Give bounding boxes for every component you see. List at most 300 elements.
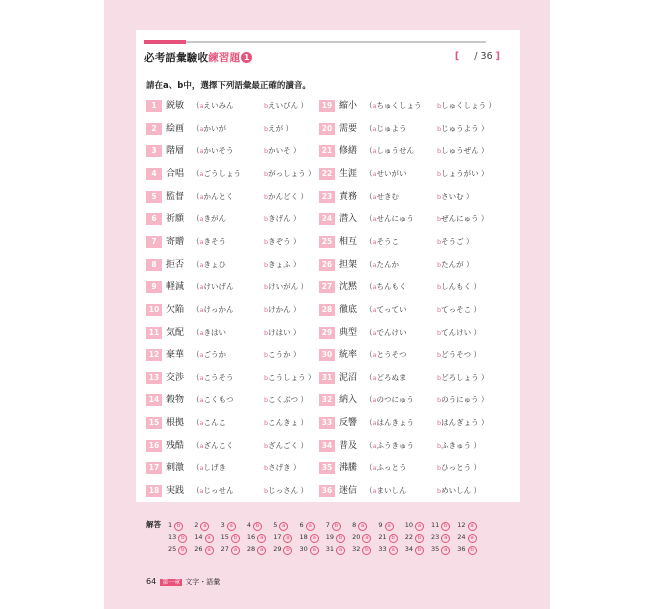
page-title xyxy=(144,50,252,65)
option-b-reading: ぜんにゅう xyxy=(441,214,479,224)
option-a-label: a xyxy=(372,102,377,110)
option-a-reading: きがん xyxy=(203,214,226,224)
option-a: （aごうか xyxy=(192,350,226,360)
option-a: （aきょひ xyxy=(192,259,226,269)
option-a: （aでんけい xyxy=(365,327,407,337)
answer-item xyxy=(194,521,209,531)
option-b: bきょふ ） xyxy=(264,259,301,269)
option-b: bめいしん ） xyxy=(437,486,482,496)
answer-number: 7 xyxy=(325,521,330,529)
question-number: 3 xyxy=(146,145,162,157)
option-b-label: b xyxy=(437,124,442,133)
answer-number: 19 xyxy=(325,533,335,541)
answer-number: 22 xyxy=(404,533,413,541)
option-a-label: a xyxy=(199,419,204,428)
option-a: （aせんにゅう xyxy=(365,214,414,224)
answer-choice: b xyxy=(231,534,240,543)
option-b-reading: しんもく xyxy=(441,282,472,292)
option-b-label: b xyxy=(264,124,269,133)
answer-choice: b xyxy=(336,534,345,543)
reading-options xyxy=(192,303,301,317)
reading-options xyxy=(192,393,308,407)
option-b: bたんが ） xyxy=(437,259,474,269)
option-b: bしんもく ） xyxy=(437,282,482,292)
option-a-label: a xyxy=(372,328,377,337)
answer-choice: a xyxy=(336,546,345,555)
option-b-label: b xyxy=(437,147,442,156)
answer-item xyxy=(168,533,187,543)
reading-options xyxy=(365,122,489,136)
answer-number: 11 xyxy=(431,521,440,529)
answer-item xyxy=(457,545,476,555)
option-a: （aこうそう xyxy=(192,372,234,382)
question-word: 迷信 xyxy=(339,486,358,497)
option-b-reading: こうか xyxy=(268,350,291,360)
page-number: 64 xyxy=(146,577,157,586)
option-b-reading: ひっとう xyxy=(441,463,472,473)
answer-choice: a xyxy=(257,546,266,555)
option-a-label: a xyxy=(199,328,204,337)
score-total: 36 xyxy=(480,51,493,62)
option-a: （aかいそう xyxy=(192,146,234,156)
instruction: 請在a、b中，選擇下列語彙最正確的讀音。 xyxy=(146,81,311,91)
option-a-label: a xyxy=(199,464,204,473)
question-word: 刺激 xyxy=(166,463,185,474)
option-a-label: a xyxy=(199,147,204,156)
option-b-label: b xyxy=(437,283,442,292)
question-number: 9 xyxy=(146,281,162,293)
reading-options xyxy=(365,393,488,407)
answer-choice: a xyxy=(227,522,236,531)
answer-item xyxy=(194,533,213,543)
question-word: 寄贈 xyxy=(166,236,185,247)
question-number: 34 xyxy=(319,440,335,452)
option-b-reading: どうそつ xyxy=(441,350,472,360)
option-b: bけはい ） xyxy=(264,327,301,337)
option-b-label: b xyxy=(437,419,442,428)
answer-choice: a xyxy=(310,546,319,555)
question-number: 6 xyxy=(146,213,162,225)
answer-choice: a xyxy=(231,546,240,555)
question-number: 23 xyxy=(319,191,335,203)
option-a-label: a xyxy=(372,441,377,450)
question-number: 2 xyxy=(146,123,162,135)
answer-number: 36 xyxy=(457,545,466,553)
question-number: 30 xyxy=(319,349,335,361)
answer-choice: b xyxy=(415,546,424,555)
option-a-reading: ざんこく xyxy=(203,440,234,450)
answer-number: 16 xyxy=(246,533,256,541)
answer-choice: b xyxy=(253,522,262,531)
answer-number: 27 xyxy=(220,545,229,553)
score-slash: / xyxy=(474,51,478,62)
question-word: 実践 xyxy=(166,486,185,497)
option-a: （aはんきょう xyxy=(365,418,414,428)
option-a: （aこくもつ xyxy=(192,395,234,405)
reading-options xyxy=(192,122,293,136)
question-word: 生涯 xyxy=(339,168,358,179)
answer-item xyxy=(378,545,397,555)
question-number: 31 xyxy=(319,372,335,384)
option-b-label: b xyxy=(437,260,442,269)
question-word: 反響 xyxy=(339,418,358,429)
reading-options xyxy=(365,348,481,362)
option-b-reading: がっしょう xyxy=(268,168,306,178)
answer-choice: b xyxy=(389,534,398,543)
option-a-reading: とうそつ xyxy=(376,350,407,360)
answer-item xyxy=(273,521,288,531)
answer-number: 20 xyxy=(352,533,361,541)
option-a-reading: ちゅくしょう xyxy=(376,101,422,110)
reading-options xyxy=(365,99,496,113)
option-b: bのうにゅう ） xyxy=(437,395,489,405)
option-b: bてんけい ） xyxy=(437,327,482,337)
option-b: bかんどく ） xyxy=(264,191,309,201)
option-a-label: a xyxy=(372,305,377,314)
option-a-label: a xyxy=(199,260,204,269)
option-b-label: b xyxy=(264,260,269,269)
option-a: （aふうきゅう xyxy=(365,440,414,450)
option-b-reading: てんけい xyxy=(441,327,472,337)
option-a-reading: きょひ xyxy=(203,259,226,269)
question-word: 納入 xyxy=(339,395,358,406)
question-number: 25 xyxy=(319,236,335,248)
option-a-label: a xyxy=(372,464,377,473)
option-a-label: a xyxy=(372,396,377,405)
option-b-reading: しゅうぜん xyxy=(441,146,479,156)
reading-options xyxy=(192,167,316,181)
question-word: 根拠 xyxy=(166,418,185,429)
option-a-reading: ふうきゅう xyxy=(376,440,414,450)
option-b-reading: てっそこ xyxy=(441,304,472,314)
answer-choice: a xyxy=(200,522,209,531)
answer-choice: b xyxy=(362,546,371,555)
question-number: 12 xyxy=(146,349,162,361)
option-b: bはんぎょう ） xyxy=(437,418,489,428)
option-a: （aそうこ xyxy=(365,236,399,246)
answer-item xyxy=(352,521,367,531)
answer-item xyxy=(431,545,450,555)
question-number: 18 xyxy=(146,485,162,497)
option-a: （aけいげん xyxy=(192,282,234,292)
option-b-label: b xyxy=(264,102,269,110)
answer-number: 32 xyxy=(352,545,361,553)
option-a: （aじっせん xyxy=(192,486,234,496)
answer-choice: a xyxy=(205,534,214,543)
option-a: （aかんとく xyxy=(192,191,234,201)
answer-item xyxy=(352,545,371,555)
option-a: （aえいみん xyxy=(192,101,234,110)
question-number: 14 xyxy=(146,394,162,406)
question-number: 10 xyxy=(146,304,162,316)
option-a: （aちゅくしょう xyxy=(365,101,422,110)
reading-options xyxy=(365,235,474,249)
option-a-label: a xyxy=(372,124,377,133)
option-b-reading: じゅうよう xyxy=(441,123,479,133)
option-b-reading: きげん xyxy=(268,214,291,224)
option-a-reading: ごうか xyxy=(203,350,226,360)
option-a-reading: かいが xyxy=(203,123,226,133)
option-a-label: a xyxy=(199,283,204,292)
option-b-reading: こうしょう xyxy=(268,372,306,382)
option-b: bじっさん ） xyxy=(264,486,309,496)
reading-options xyxy=(192,280,308,294)
answer-choice: a xyxy=(389,546,398,555)
answer-number: 30 xyxy=(299,545,308,553)
option-b-label: b xyxy=(264,373,269,382)
option-b-reading: えいびん xyxy=(268,101,299,110)
answer-item xyxy=(221,521,236,531)
question-number: 36 xyxy=(319,485,335,497)
answer-item xyxy=(326,521,341,531)
option-b-reading: さげき xyxy=(268,463,291,473)
answer-number: 34 xyxy=(404,545,413,553)
option-b-label: b xyxy=(437,373,442,382)
option-b: bさいむ ） xyxy=(437,191,474,201)
option-b-reading: じっさん xyxy=(268,486,299,496)
option-b-label: b xyxy=(264,396,269,405)
answer-number: 26 xyxy=(194,545,203,553)
option-a-reading: きそう xyxy=(203,236,226,246)
option-a: （aけっかん xyxy=(192,304,234,314)
option-b-reading: さいむ xyxy=(441,191,464,201)
reading-options xyxy=(192,416,308,430)
option-a-reading: かいそう xyxy=(203,146,234,156)
header-accent-bar xyxy=(144,40,186,44)
option-b-label: b xyxy=(264,192,269,201)
option-b-label: b xyxy=(264,147,269,156)
option-a-label: a xyxy=(199,192,204,201)
option-b: bこうしょう ） xyxy=(264,372,316,382)
option-b: bぜんにゅう ） xyxy=(437,214,489,224)
reading-options xyxy=(365,190,474,204)
option-b: bこくぶつ ） xyxy=(264,395,309,405)
reading-options xyxy=(365,326,481,340)
option-a: （aきそう xyxy=(192,236,226,246)
answer-choice: a xyxy=(415,522,424,531)
answer-choice: b xyxy=(332,522,341,531)
answer-choice: a xyxy=(205,546,214,555)
option-a-label: a xyxy=(372,147,377,156)
reading-options xyxy=(365,439,481,453)
option-b-reading: きぞう xyxy=(268,236,291,246)
answer-number: 18 xyxy=(299,533,308,541)
title-accent: 練習題 xyxy=(208,52,241,64)
option-b-label: b xyxy=(437,396,442,405)
answer-number: 14 xyxy=(194,533,203,541)
option-a-reading: ふっとう xyxy=(376,463,407,473)
answer-item xyxy=(326,533,345,543)
option-b-reading: めいしん xyxy=(441,486,472,496)
option-a-label: a xyxy=(372,260,377,269)
option-b-reading: そうご xyxy=(441,236,464,246)
option-b-label: b xyxy=(437,441,442,450)
question-word: 沸騰 xyxy=(339,463,358,474)
question-number: 26 xyxy=(319,259,335,271)
answer-item xyxy=(300,533,319,543)
answer-number: 8 xyxy=(352,521,357,529)
option-b-label: b xyxy=(437,215,442,224)
answer-number: 23 xyxy=(431,533,440,541)
question-number: 28 xyxy=(319,304,335,316)
reading-options xyxy=(192,371,316,385)
option-a: （aきはい xyxy=(192,327,226,337)
option-a-reading: しゅうせん xyxy=(376,146,414,156)
reading-options xyxy=(365,484,481,498)
answer-item xyxy=(457,521,476,531)
option-b: bえいびん ） xyxy=(264,101,309,110)
exercise-card xyxy=(136,30,520,502)
answer-key-label: 解答 xyxy=(146,520,161,529)
answer-number: 29 xyxy=(273,545,282,553)
option-a-reading: こんこ xyxy=(203,418,226,428)
answer-item xyxy=(221,545,240,555)
question-number: 7 xyxy=(146,236,162,248)
question-word: 穀物 xyxy=(166,395,185,406)
answer-number: 1 xyxy=(168,521,173,529)
answer-choice: a xyxy=(257,534,266,543)
option-a: （aまいしん xyxy=(365,486,407,496)
option-a-reading: たんか xyxy=(376,259,399,269)
chapter-tag: 第一章 xyxy=(162,579,181,586)
option-b-reading: きょふ xyxy=(268,259,291,269)
answer-choice: a xyxy=(441,534,450,543)
option-b-reading: こくぶつ xyxy=(268,395,299,405)
answer-item xyxy=(194,545,213,555)
question-number: 24 xyxy=(319,213,335,225)
answer-number: 12 xyxy=(457,521,466,529)
option-b-label: b xyxy=(437,328,442,337)
option-a-label: a xyxy=(372,215,377,224)
option-a-reading: こくもつ xyxy=(203,395,234,405)
answer-item xyxy=(247,521,262,531)
option-a-label: a xyxy=(372,487,377,496)
answer-choice: a xyxy=(310,534,319,543)
score-bracket-open: [ xyxy=(454,51,460,62)
reading-options xyxy=(365,303,481,317)
option-a: （aたんか xyxy=(365,259,399,269)
answer-item xyxy=(247,533,266,543)
question-word: 縮小 xyxy=(339,101,358,111)
option-b-label: b xyxy=(264,169,269,178)
answer-item xyxy=(405,521,424,531)
option-b-label: b xyxy=(264,215,269,224)
option-b-label: b xyxy=(264,237,269,246)
option-a-label: a xyxy=(199,396,204,405)
option-a-label: a xyxy=(372,192,377,201)
option-b: bかいそ ） xyxy=(264,146,301,156)
question-number: 20 xyxy=(319,123,335,135)
option-a-reading: せきむ xyxy=(376,191,399,201)
score-bracket-close: ] xyxy=(495,51,500,62)
answer-number: 3 xyxy=(220,521,225,529)
option-a-reading: せいがい xyxy=(376,168,407,178)
option-a-label: a xyxy=(199,102,204,110)
option-b-reading: しょうがい xyxy=(441,168,479,178)
answer-choice: b xyxy=(174,522,183,531)
question-word: 沈黙 xyxy=(339,282,358,293)
option-a: （aせいがい xyxy=(365,168,407,178)
option-b-label: b xyxy=(437,464,442,473)
option-a-label: a xyxy=(372,351,377,360)
answer-number: 24 xyxy=(457,533,466,541)
option-b: bこんきょ ） xyxy=(264,418,309,428)
option-b: bしょうがい ） xyxy=(437,168,489,178)
question-number: 1 xyxy=(146,100,162,112)
answer-item xyxy=(352,533,371,543)
option-b: bえが ） xyxy=(264,123,294,133)
answer-number: 5 xyxy=(273,521,278,529)
question-word: 欠陥 xyxy=(166,304,185,315)
answer-choice: a xyxy=(441,546,450,555)
answer-choice: a xyxy=(468,534,477,543)
answer-item xyxy=(378,533,397,543)
question-word: 普及 xyxy=(339,440,358,451)
option-b: bじゅうよう ） xyxy=(437,123,489,133)
option-a: （aのつにゅう xyxy=(365,395,414,405)
option-a-reading: えいみん xyxy=(203,101,234,110)
option-a-reading: まいしん xyxy=(376,486,407,496)
question-word: 豪華 xyxy=(166,350,185,361)
option-a: （aせきむ xyxy=(365,191,399,201)
reading-options xyxy=(192,99,308,113)
question-number: 15 xyxy=(146,417,162,429)
question-word: 監督 xyxy=(166,191,185,202)
option-b-label: b xyxy=(264,305,269,314)
option-b-label: b xyxy=(437,192,442,201)
option-a: （aとうそつ xyxy=(365,350,407,360)
option-a-reading: せんにゅう xyxy=(376,214,414,224)
question-number: 17 xyxy=(146,462,162,474)
option-a-reading: ちんもく xyxy=(376,282,407,292)
option-a: （aどろぬま xyxy=(365,372,407,382)
question-word: 祈願 xyxy=(166,214,185,225)
option-b-label: b xyxy=(264,328,269,337)
reading-options xyxy=(365,371,489,385)
option-b-reading: かいそ xyxy=(268,146,291,156)
answer-choice: b xyxy=(178,534,187,543)
question-word: 相互 xyxy=(339,236,358,247)
option-b: bどうそつ ） xyxy=(437,350,482,360)
question-number: 35 xyxy=(319,462,335,474)
answer-item xyxy=(457,533,476,543)
question-number: 11 xyxy=(146,327,162,339)
option-a-label: a xyxy=(372,283,377,292)
option-a-label: a xyxy=(372,373,377,382)
option-b-label: b xyxy=(437,102,442,110)
option-b-reading: ざんごく xyxy=(268,440,299,450)
question-word: 絵画 xyxy=(166,123,185,134)
option-a-label: a xyxy=(372,237,377,246)
option-a: （aてってい xyxy=(365,304,407,314)
reading-options xyxy=(192,484,308,498)
option-a: （aこんこ xyxy=(192,418,226,428)
option-a-label: a xyxy=(199,487,204,496)
question-word: 拒否 xyxy=(166,259,185,270)
question-number: 5 xyxy=(146,191,162,203)
answer-choice: b xyxy=(441,522,450,531)
option-a-reading: きはい xyxy=(203,327,226,337)
question-number: 27 xyxy=(319,281,335,293)
option-b-reading: こんきょ xyxy=(268,418,299,428)
option-b-reading: はんぎょう xyxy=(441,418,479,428)
title-number-badge: 1 xyxy=(241,52,252,63)
option-a: （aふっとう xyxy=(365,463,407,473)
reading-options xyxy=(192,461,301,475)
reading-options xyxy=(192,258,301,272)
option-a-reading: じゅよう xyxy=(376,123,407,133)
option-a: （aきがん xyxy=(192,214,226,224)
